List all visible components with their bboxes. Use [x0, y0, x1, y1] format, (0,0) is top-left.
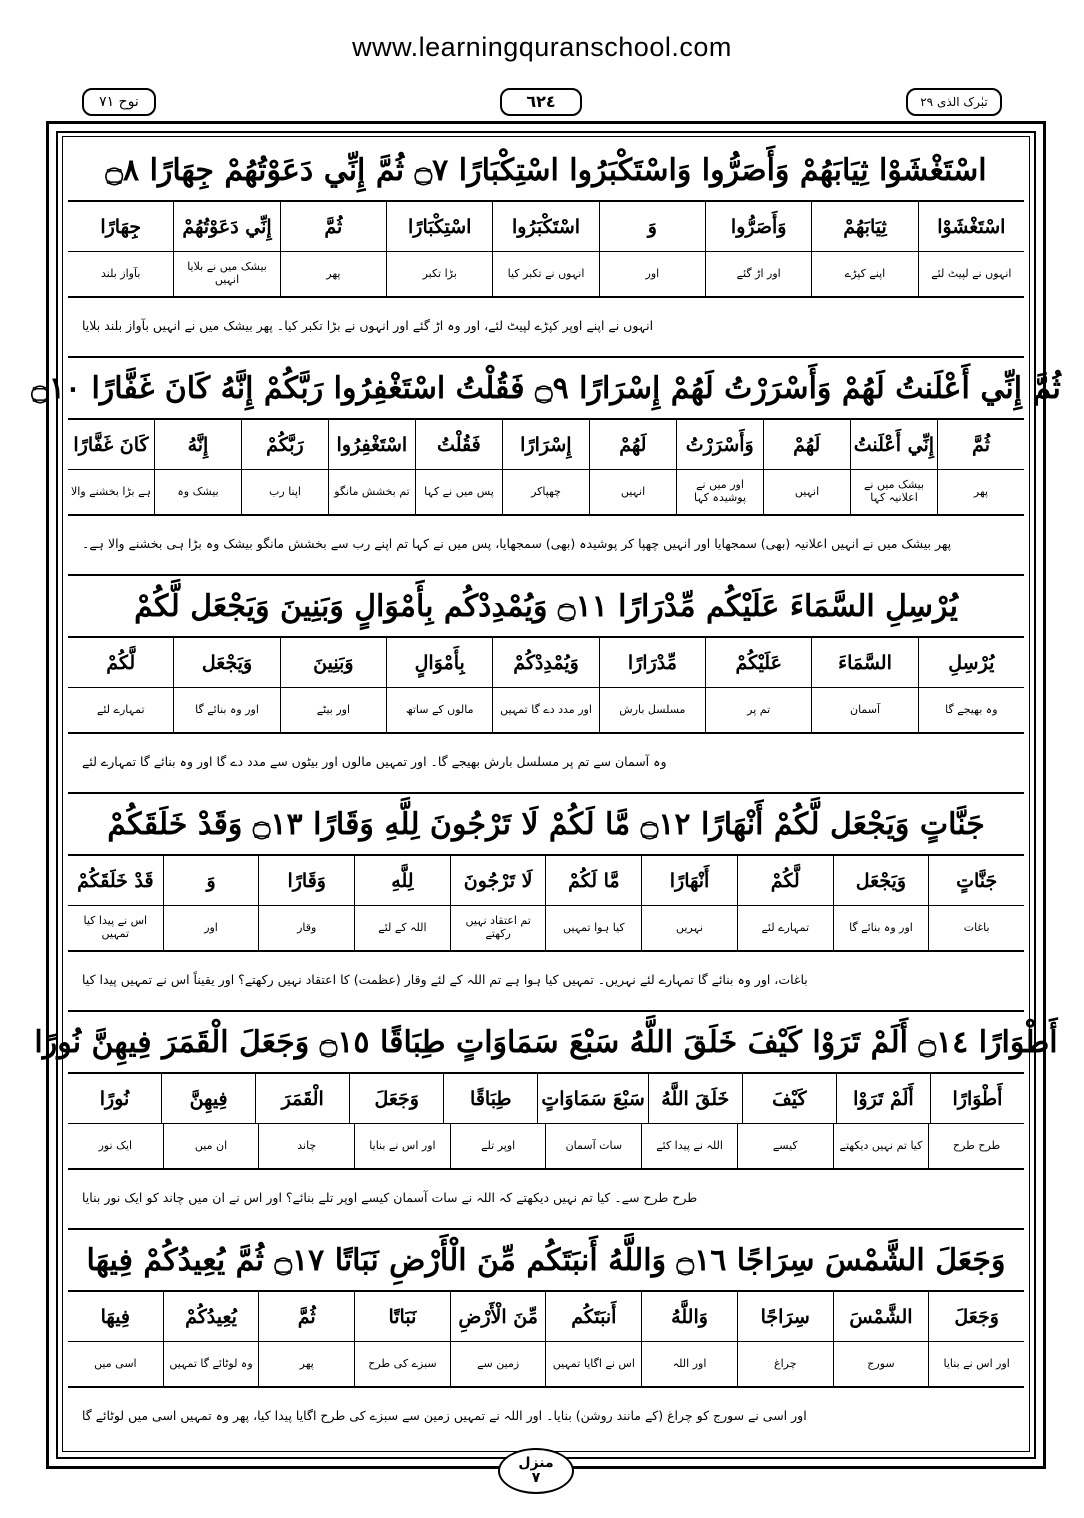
- arabic-word-cell: عَلَيْكُمْ: [705, 638, 811, 687]
- arabic-word-cell: يُرْسِلِ: [918, 638, 1024, 687]
- urdu-meaning-cell: تم پر: [705, 688, 811, 732]
- arabic-word-cell: وَجَعَلَ: [928, 1292, 1024, 1341]
- urdu-meaning-cell: تم اعتقاد نہیں رکھتے: [450, 906, 546, 950]
- meaning-row: [68, 470, 1024, 516]
- urdu-meaning-cell: بیشک میں نے اعلانیہ کہا: [850, 470, 937, 514]
- urdu-meaning-cell: اور اڑ گئے: [705, 252, 811, 296]
- arabic-word-cell: لَهُمْ: [763, 420, 850, 469]
- arabic-word-cell: لِلَّهِ: [354, 856, 450, 905]
- urdu-meaning-cell: انہوں نے لپیٹ لئے: [918, 252, 1024, 296]
- arabic-word-cell: لَا تَرْجُونَ: [450, 856, 546, 905]
- page-header: [82, 88, 1002, 120]
- arabic-word-cell: بِأَمْوَالٍ: [386, 638, 492, 687]
- page-number: ٦٢٤: [500, 88, 582, 116]
- urdu-meaning-cell: تم بخشش مانگو: [328, 470, 415, 514]
- ayah-text: أَطْوَارًا ۝١٤ أَلَمْ تَرَوْا كَيْفَ خَلَقَ اللَّهُ سَبْعَ سَمَاوَاتٍ طِبَاقًا ۝١٥ وَجَعَلَ الْقَمَرَ فِيهِنَّ نُورًا: [68, 1012, 1024, 1074]
- arabic-word-cell: اسْتَغْشَوْا: [918, 202, 1024, 251]
- para-label: تبٰرک الذی ٢٩: [906, 88, 1002, 116]
- urdu-translation: اور اسی نے سورج کو چراغ (کے مانند روشن) بنایا۔ اور اللہ نے تمہیں زمین سے سبزے کی طرح اگایا پیدا کیا، پھر وہ تمہیں اسی میں لوٹائے گا: [82, 1407, 807, 1423]
- meaning-row: [68, 688, 1024, 734]
- arabic-word-cell: فَقُلْتُ: [415, 420, 502, 469]
- urdu-translation: طرح طرح سے۔ کیا تم نہیں دیکھتے کہ اللہ نے سات آسمان کیسے اوپر تلے بنائے؟ اور اس نے ان میں چاند کو ایک نور بنایا: [82, 1189, 698, 1205]
- arabic-word-cell: سَبْعَ سَمَاوَاتٍ: [537, 1074, 647, 1123]
- urdu-meaning-cell: پھر: [280, 252, 386, 296]
- urdu-meaning-cell: اور: [163, 906, 259, 950]
- word-row: [68, 420, 1024, 470]
- urdu-meaning-cell: اور: [599, 252, 705, 296]
- urdu-meaning-cell: وہ لوٹائے گا تمہیں: [163, 1342, 259, 1386]
- urdu-meaning-cell: بیشک وہ: [154, 470, 241, 514]
- arabic-word-cell: وَقَارًا: [258, 856, 354, 905]
- urdu-meaning-cell: انہیں: [589, 470, 676, 514]
- arabic-word-cell: نَبَاتًا: [354, 1292, 450, 1341]
- ayah-text: يُرْسِلِ السَّمَاءَ عَلَيْكُم مِّدْرَارًا ۝١١ وَيُمْدِدْكُم بِأَمْوَالٍ وَبَنِينَ وَيَجْعَل لَّكُمْ: [68, 576, 1024, 638]
- arabic-word-cell: لَّكُمْ: [737, 856, 833, 905]
- urdu-meaning-cell: پس میں نے کہا: [415, 470, 502, 514]
- site-url[interactable]: www.learningquranschool.com: [352, 32, 732, 62]
- urdu-meaning-cell: اللہ کے لئے: [354, 906, 450, 950]
- ayah-text: ثُمَّ إِنِّي أَعْلَنتُ لَهُمْ وَأَسْرَرْتُ لَهُمْ إِسْرَارًا ۝٩ فَقُلْتُ اسْتَغْفِرُوا رَبَّكُمْ إِنَّهُ كَانَ غَفَّارًا ۝١٠: [68, 358, 1024, 420]
- urdu-meaning-cell: ہے بڑا بخشنے والا: [71, 484, 151, 498]
- urdu-meaning-cell: سبزے کی طرح: [354, 1342, 450, 1386]
- ayah-section: [34, 1012, 1058, 1230]
- urdu-meaning-cell: مسلسل بارش: [599, 688, 705, 732]
- urdu-meaning-cell: کیسے: [737, 1124, 833, 1168]
- arabic-word-cell: قَدْ خَلَقَكُمْ: [77, 869, 154, 892]
- arabic-word-cell: فِيهِنَّ: [161, 1074, 255, 1123]
- urdu-meaning-cell: اور وہ بنائے گا: [833, 906, 929, 950]
- urdu-meaning-cell: وقار: [258, 906, 354, 950]
- arabic-word-cell: وَ: [163, 856, 259, 905]
- urdu-meaning-cell: اسی میں: [94, 1356, 137, 1370]
- urdu-meaning-cell: انہوں نے تکبر کیا: [492, 252, 598, 296]
- urdu-translation: پھر بیشک میں نے انہیں اعلانیہ (بھی) سمجھایا اور انہیں چھپا کر پوشیدہ (بھی) سمجھایا، پس میں نے کہا تم اپنے رب سے بخشش مانگو بیشک وہ بڑا ہی بخشنے والا ہے۔: [82, 535, 952, 551]
- urdu-meaning-cell: اپنا رب: [241, 470, 328, 514]
- arabic-word-cell: يُعِيدُكُمْ: [163, 1292, 259, 1341]
- urdu-meaning-cell: بآواز بلند: [101, 266, 141, 280]
- urdu-translation: وہ آسمان سے تم پر مسلسل بارش بھیجے گا۔ اور تمہیں مالوں اور بیٹوں سے مدد دے گا اور وہ بنائے گا تمہارے لئے: [82, 753, 667, 769]
- arabic-word-cell: اسْتَكْبَرُوا: [492, 202, 598, 251]
- ayah-text: جَنَّاتٍ وَيَجْعَل لَّكُمْ أَنْهَارًا ۝١٢ مَّا لَكُمْ لَا تَرْجُونَ لِلَّهِ وَقَارًا ۝١٣ وَقَدْ خَلَقَكُمْ: [68, 794, 1024, 856]
- arabic-word-cell: جَنَّاتٍ: [928, 856, 1024, 905]
- arabic-word-cell: ثِيَابَهُمْ: [811, 202, 917, 251]
- urdu-meaning-cell: باغات: [928, 906, 1024, 950]
- urdu-meaning-cell: زمین سے: [450, 1342, 546, 1386]
- ayah-section: [68, 576, 1024, 794]
- arabic-word-cell: فِيهَا: [100, 1305, 131, 1328]
- word-row: [68, 202, 1024, 252]
- arabic-word-cell: إِنِّي أَعْلَنتُ: [850, 420, 937, 469]
- arabic-word-cell: السَّمَاءَ: [811, 638, 917, 687]
- urdu-meaning-cell: چاند: [258, 1124, 354, 1168]
- meaning-row: [68, 1124, 1024, 1170]
- ayah-section: [68, 1230, 1024, 1448]
- arabic-word-cell: أَنبَتَكُم: [545, 1292, 641, 1341]
- arabic-word-cell: وَجَعَلَ: [349, 1074, 443, 1123]
- urdu-meaning-cell: سورج: [833, 1342, 929, 1386]
- arabic-word-cell: مَّا لَكُمْ: [545, 856, 641, 905]
- arabic-word-cell: أَنْهَارًا: [641, 856, 737, 905]
- word-row: [68, 856, 1024, 906]
- urdu-meaning-cell: اوپر تلے: [450, 1124, 546, 1168]
- urdu-meaning-cell: آسمان: [811, 688, 917, 732]
- urdu-meaning-cell: چراغ: [737, 1342, 833, 1386]
- arabic-word-cell: مِّدْرَارًا: [599, 638, 705, 687]
- urdu-meaning-cell: اور مدد دے گا تمہیں: [492, 688, 598, 732]
- urdu-meaning-cell: وہ بھیجے گا: [918, 688, 1024, 732]
- arabic-word-cell: اسْتِكْبَارًا: [386, 202, 492, 251]
- arabic-word-cell: أَلَمْ تَرَوْا: [836, 1074, 930, 1123]
- arabic-word-cell: وَيُمْدِدْكُمْ: [492, 638, 598, 687]
- arabic-word-cell: الْقَمَرَ: [255, 1074, 349, 1123]
- urdu-meaning-cell: کیا ہوا تمہیں: [545, 906, 641, 950]
- urdu-meaning-cell: اس نے اگایا تمہیں: [545, 1342, 641, 1386]
- arabic-word-cell: اسْتَغْفِرُوا: [328, 420, 415, 469]
- urdu-meaning-cell: ایک نور: [98, 1138, 133, 1152]
- surah-label: نوح ٧١: [82, 88, 156, 116]
- urdu-meaning-cell: اور وہ بنائے گا: [173, 688, 279, 732]
- ayah-section: [68, 140, 1024, 358]
- urdu-meaning-cell: بیشک میں نے بلایا انہیں: [173, 252, 279, 296]
- urdu-meaning-cell: چھپاکر: [502, 470, 589, 514]
- word-row: [68, 638, 1024, 688]
- urdu-translation: انہوں نے اپنے اوپر کپڑے لپیٹ لئے، اور وہ اڑ گئے اور انہوں نے بڑا تکبر کیا۔ پھر بیشک میں نے انہیں بآواز بلند بلایا: [82, 317, 654, 333]
- urdu-meaning-cell: اور اس نے بنایا: [354, 1124, 450, 1168]
- ayah-text: اسْتَغْشَوْا ثِيَابَهُمْ وَأَصَرُّوا وَاسْتَكْبَرُوا اسْتِكْبَارًا ۝٧ ثُمَّ إِنِّي دَعَوْتُهُمْ جِهَارًا ۝٨: [68, 140, 1024, 202]
- urdu-meaning-cell: مالوں کے ساتھ: [386, 688, 492, 732]
- urdu-meaning-cell: اور اللہ: [641, 1342, 737, 1386]
- arabic-word-cell: طِبَاقًا: [443, 1074, 537, 1123]
- urdu-meaning-cell: اور میں نے پوشیدہ کہا: [676, 470, 763, 514]
- arabic-word-cell: إِنَّهُ: [154, 420, 241, 469]
- arabic-word-cell: وَأَصَرُّوا: [705, 202, 811, 251]
- urdu-meaning-cell: اور بیٹے: [280, 688, 386, 732]
- arabic-word-cell: خَلَقَ اللَّهُ: [648, 1074, 742, 1123]
- arabic-word-cell: رَبَّكُمْ: [241, 420, 328, 469]
- arabic-word-cell: وَيَجْعَل: [833, 856, 929, 905]
- urdu-meaning-cell: سات آسمان: [545, 1124, 641, 1168]
- arabic-word-cell: لَّكُمْ: [106, 651, 136, 674]
- arabic-word-cell: جِهَارًا: [100, 215, 142, 238]
- arabic-word-cell: كَيْفَ: [742, 1074, 836, 1123]
- word-row: [68, 1074, 1024, 1124]
- urdu-meaning-cell: تمہارے لئے: [96, 702, 145, 716]
- manzil-badge: [498, 1448, 574, 1494]
- urdu-meaning-cell: ان میں: [163, 1124, 259, 1168]
- urdu-translation: باغات، اور وہ بنائے گا تمہارے لئے نہریں۔ تمہیں کیا ہوا ہے تم اللہ کے لئے وقار (عظمت) کا اعتقاد نہیں رکھتے؟ اور یقیناً اس نے تمہیں پیدا کیا: [82, 971, 808, 987]
- urdu-meaning-cell: تمہارے لئے: [737, 906, 833, 950]
- urdu-meaning-cell: اپنے کپڑے: [811, 252, 917, 296]
- arabic-word-cell: وَاللَّهُ: [641, 1292, 737, 1341]
- arabic-word-cell: سِرَاجًا: [737, 1292, 833, 1341]
- arabic-word-cell: وَ: [599, 202, 705, 251]
- arabic-word-cell: مِّنَ الْأَرْضِ: [450, 1292, 546, 1341]
- arabic-word-cell: ثُمَّ: [280, 202, 386, 251]
- word-row: [68, 1292, 1024, 1342]
- urdu-meaning-cell: بڑا تکبر: [386, 252, 492, 296]
- ayah-section: [31, 358, 1061, 576]
- arabic-word-cell: إِسْرَارًا: [502, 420, 589, 469]
- urdu-meaning-cell: طرح طرح: [928, 1124, 1024, 1168]
- manzil-label: منزل: [518, 1454, 554, 1471]
- urdu-meaning-cell: اللہ نے پیدا کئے: [641, 1124, 737, 1168]
- arabic-word-cell: إِنِّي دَعَوْتُهُمْ: [173, 202, 279, 251]
- urdu-meaning-cell: اس نے پیدا کیا تمہیں: [83, 914, 148, 940]
- urdu-meaning-cell: انہیں: [763, 470, 850, 514]
- arabic-word-cell: كَانَ غَفَّارًا: [73, 433, 149, 456]
- meaning-row: [68, 906, 1024, 952]
- ayah-section: [68, 794, 1024, 1012]
- arabic-word-cell: نُورًا: [99, 1087, 130, 1110]
- urdu-meaning-cell: اور اس نے بنایا: [928, 1342, 1024, 1386]
- arabic-word-cell: وَأَسْرَرْتُ: [676, 420, 763, 469]
- ayah-text: وَجَعَلَ الشَّمْسَ سِرَاجًا ۝١٦ وَاللَّهُ أَنبَتَكُم مِّنَ الْأَرْضِ نَبَاتًا ۝١٧ ثُمَّ يُعِيدُكُمْ فِيهَا: [68, 1230, 1024, 1292]
- arabic-word-cell: ثُمَّ: [937, 420, 1024, 469]
- arabic-word-cell: لَهُمْ: [589, 420, 676, 469]
- arabic-word-cell: الشَّمْسَ: [833, 1292, 929, 1341]
- page-content: [31, 140, 1061, 1452]
- urdu-meaning-cell: پھر: [937, 470, 1024, 514]
- urdu-meaning-cell: پھر: [258, 1342, 354, 1386]
- urdu-meaning-cell: نہریں: [641, 906, 737, 950]
- urdu-meaning-cell: کیا تم نہیں دیکھتے: [833, 1124, 929, 1168]
- arabic-word-cell: ثُمَّ: [258, 1292, 354, 1341]
- meaning-row: [68, 252, 1024, 298]
- arabic-word-cell: وَبَنِينَ: [280, 638, 386, 687]
- arabic-word-cell: وَيَجْعَل: [173, 638, 279, 687]
- meaning-row: [68, 1342, 1024, 1388]
- arabic-word-cell: أَطْوَارًا: [930, 1074, 1024, 1123]
- manzil-number: ٧: [531, 1470, 541, 1486]
